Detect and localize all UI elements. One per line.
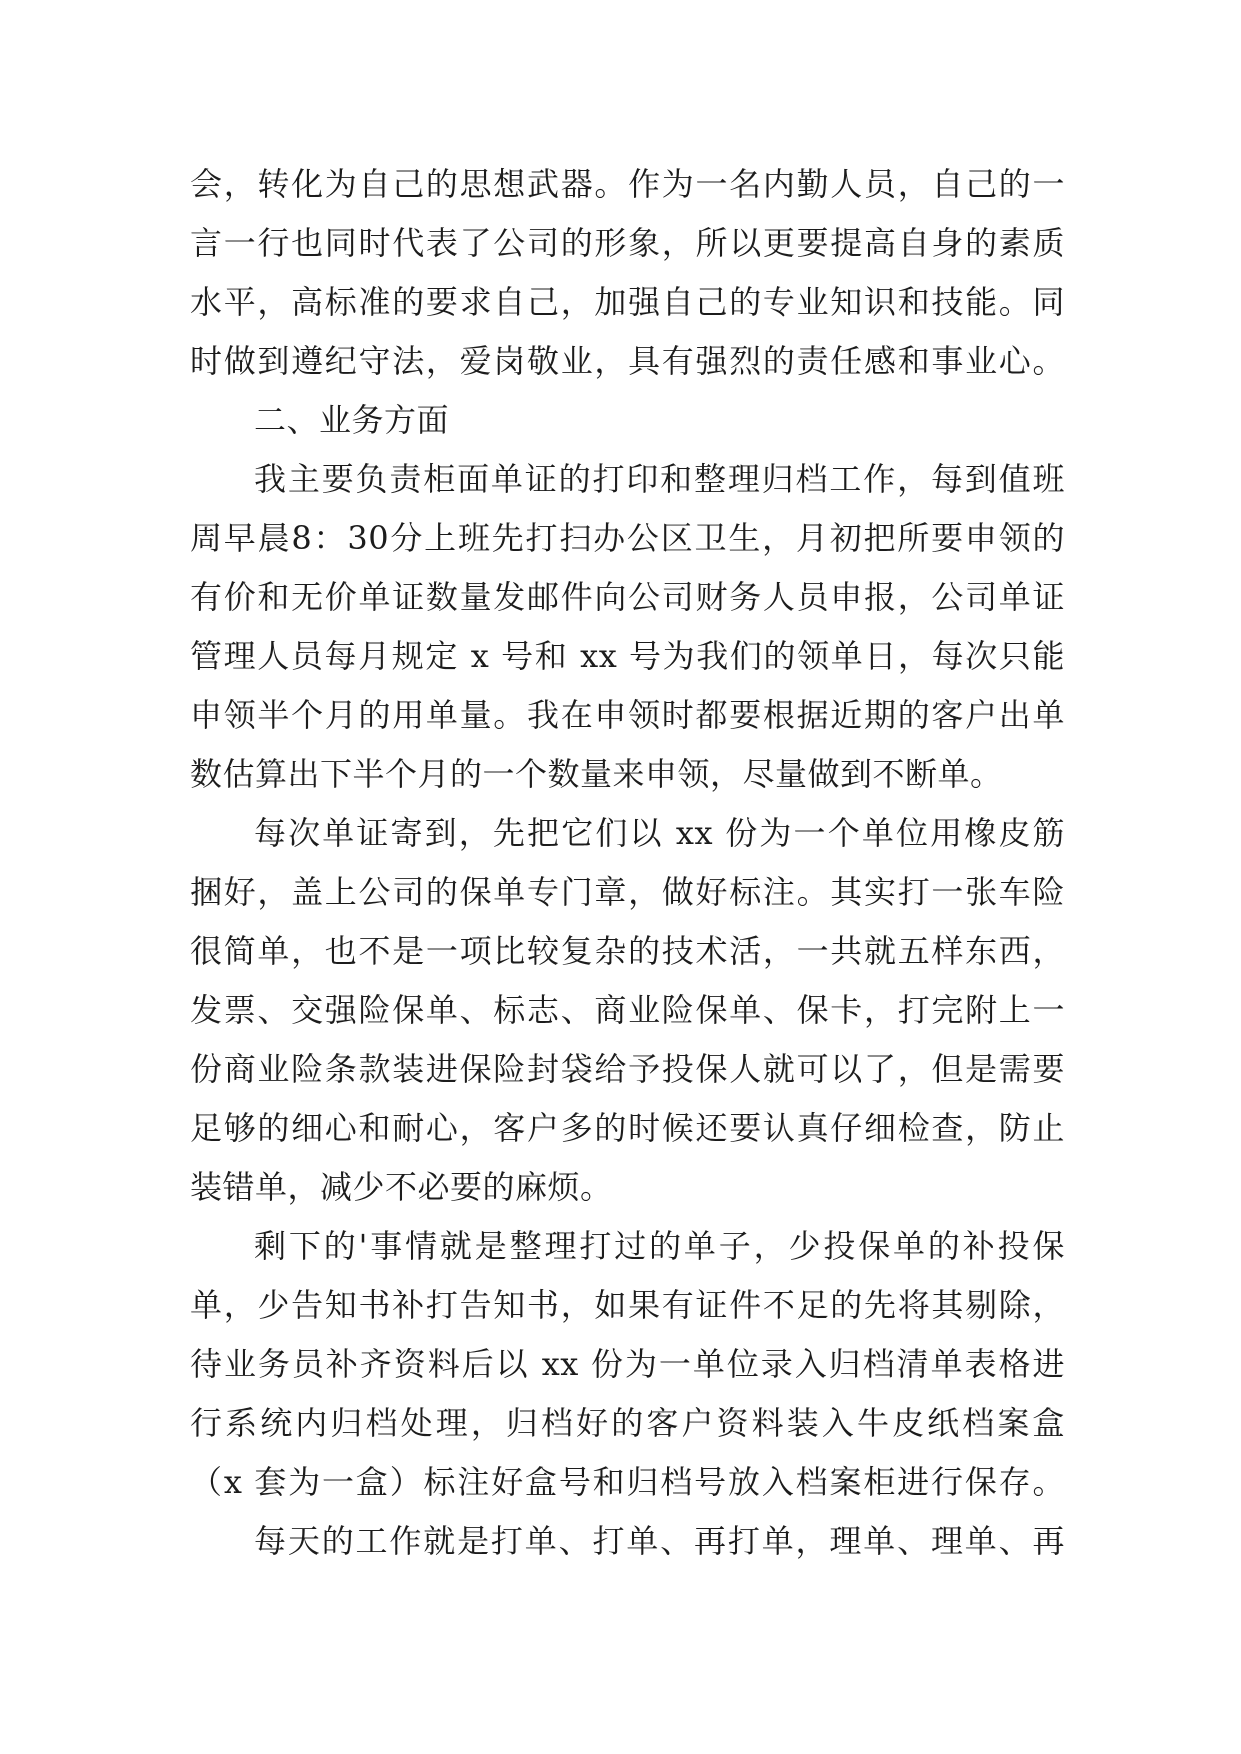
section-heading: 二、业务方面 [254,401,450,439]
text-line: 行系统内归档处理，归档好的客户资料装入牛皮纸档案盒 [190,1404,1065,1442]
text-line: 有价和无价单证数量发邮件向公司财务人员申报，公司单证 [190,578,1065,616]
text-line: 会，转化为自己的思想武器。作为一名内勤人员，自己的一 [190,165,1065,203]
text-line: 足够的细心和耐心，客户多的时候还要认真仔细检查，防止 [190,1109,1065,1147]
text-line: 时做到遵纪守法，爱岗敬业，具有强烈的责任感和事业心。 [190,342,1065,380]
text-line: 单，少告知书补打告知书，如果有证件不足的先将其剔除， [190,1286,1065,1324]
text-line: 管理人员每月规定 x 号和 xx 号为我们的领单日，每次只能 [190,637,1065,675]
paragraph-last-line: 装错单，减少不必要的麻烦。 [190,1168,613,1206]
paragraph-first-line: 每次单证寄到，先把它们以 xx 份为一个单位用橡皮筋 [254,814,1065,852]
text-line: 很简单，也不是一项比较复杂的技术活，一共就五样东西， [190,932,1065,970]
text-line: 申领半个月的用单量。我在申领时都要根据近期的客户出单 [190,696,1065,734]
document-page [190,155,1065,1571]
text-line: 发票、交强险保单、标志、商业险保单、保卡，打完附上一 [190,991,1065,1029]
text-line: 周早晨8：30分上班先打扫办公区卫生，月初把所要申领的 [190,519,1065,557]
text-line: 捆好，盖上公司的保单专门章，做好标注。其实打一张车险 [190,873,1065,911]
paragraph-first-line: 每天的工作就是打单、打单、再打单，理单、理单、再 [254,1522,1065,1560]
paragraph-last-line: 数估算出下半个月的一个数量来申领，尽量做到不断单。 [190,755,1003,793]
paragraph-last-line: （x 套为一盒）标注好盒号和归档号放入档案柜进行保存。 [190,1463,1065,1501]
paragraph-first-line: 剩下的'事情就是整理打过的单子，少投保单的补投保 [254,1227,1065,1265]
text-line: 份商业险条款装进保险封袋给予投保人就可以了，但是需要 [190,1050,1065,1088]
text-line: 水平，高标准的要求自己，加强自己的专业知识和技能。同 [190,283,1065,321]
paragraph-first-line: 我主要负责柜面单证的打印和整理归档工作，每到值班 [254,460,1065,498]
text-line: 言一行也同时代表了公司的形象，所以更要提高自身的素质 [190,224,1065,262]
text-line: 待业务员补齐资料后以 xx 份为一单位录入归档清单表格进 [190,1345,1065,1383]
